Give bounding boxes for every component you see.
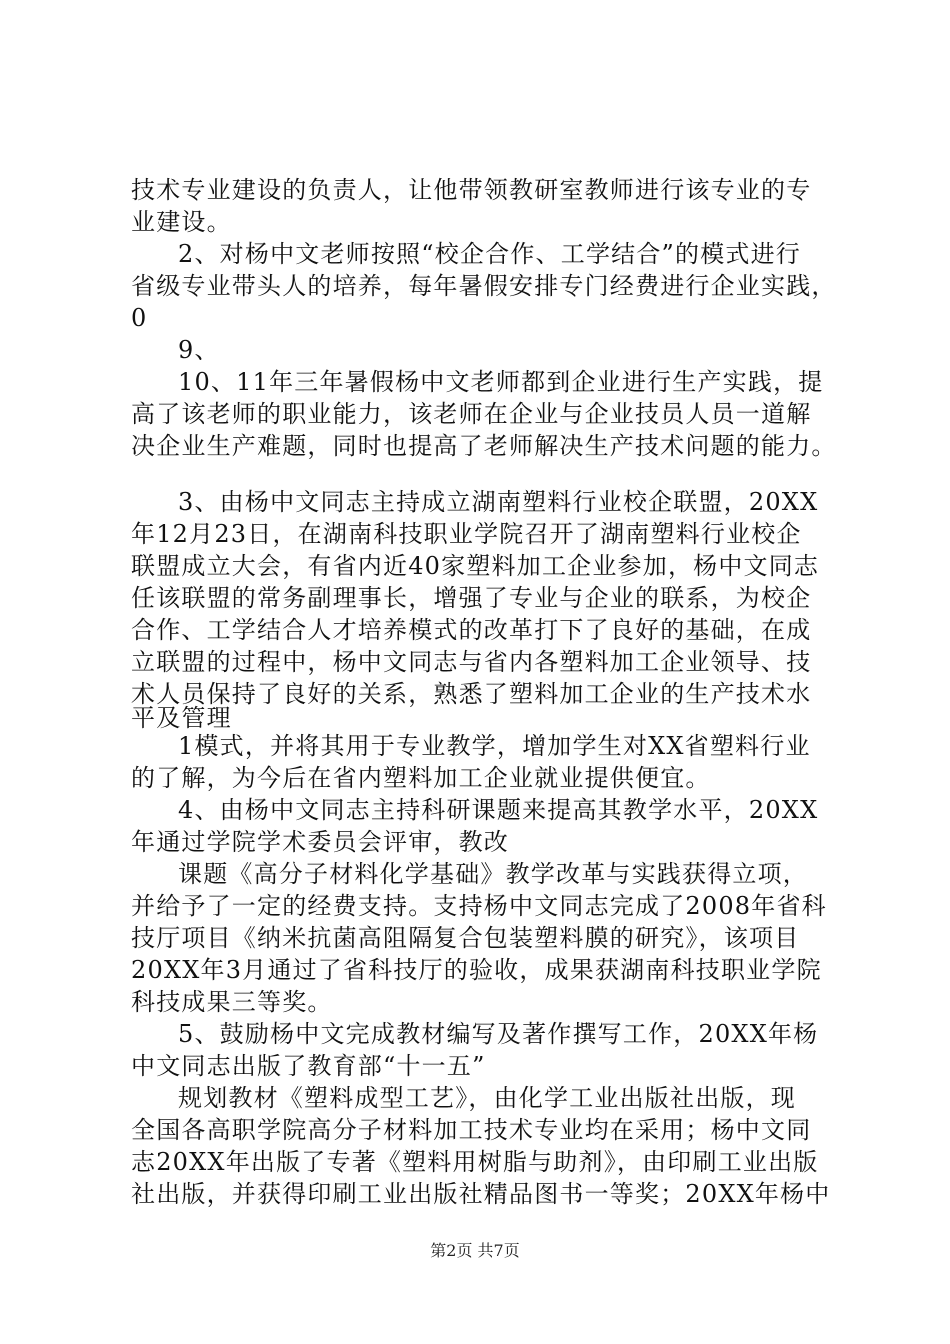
text-line-25: 20XX年3月通过了省科技厅的验收，成果获湖南科技职业学院 (131, 956, 822, 984)
text-line-5: 0 (131, 304, 148, 332)
text-line-29: 规划教材《塑料成型工艺》，由化学工业出版社出版，现 (178, 1084, 796, 1112)
text-line-9: 决企业生产难题，同时也提高了老师解决生产技术问题的能力。 (131, 432, 837, 460)
text-line-12: 联盟成立大会，有省内近40家塑料加工企业参加，杨中文同志 (131, 552, 820, 580)
text-line-8: 高了该老师的职业能力，该老师在企业与企业技员人员一道解 (131, 400, 812, 428)
text-line-23: 并给予了一定的经费支持。支持杨中文同志完成了2008年省科 (131, 892, 827, 920)
text-line-27: 5、鼓励杨中文完成教材编写及著作撰写工作，20XX年杨 (178, 1020, 819, 1048)
text-line-16: 术人员保持了良好的关系，熟悉了塑料加工企业的生产技术水 (131, 680, 812, 708)
text-line-13: 任该联盟的常务副理事长，增强了专业与企业的联系，为校企 (131, 584, 812, 612)
text-line-18: 1模式，并将其用于专业教学，增加学生对XX省塑料行业 (178, 732, 811, 760)
text-line-7: 10、11年三年暑假杨中文老师都到企业进行生产实践，提 (178, 368, 824, 396)
text-line-31: 志20XX年出版了专著《塑料用树脂与助剂》，由印刷工业出版 (131, 1148, 819, 1176)
text-line-11: 年12月23日，在湖南科技职业学院召开了湖南塑料行业校企 (131, 520, 802, 548)
text-line-19: 的了解，为今后在省内塑料加工企业就业提供便宜。 (131, 764, 711, 792)
text-line-21: 年通过学院学术委员会评审，教改 (131, 828, 509, 856)
text-line-3: 2、对杨中文老师按照“校企合作、工学结合”的模式进行 (178, 240, 802, 268)
text-line-20: 4、由杨中文同志主持科研课题来提高其教学水平，20XX (178, 796, 819, 824)
text-line-15: 立联盟的过程中，杨中文同志与省内各塑料加工企业领导、技 (131, 648, 812, 676)
text-line-6: 9、 (178, 336, 220, 364)
page-number-footer: 第2页 共7页 (430, 1241, 520, 1260)
text-line-2: 业建设。 (131, 208, 232, 236)
text-line-17: 平及管理 (131, 704, 232, 732)
text-line-26: 科技成果三等奖。 (131, 988, 333, 1016)
text-line-22: 课题《高分子材料化学基础》教学改革与实践获得立项， (178, 860, 808, 888)
text-line-32: 社出版，并获得印刷工业出版社精品图书一等奖；20XX年杨中 (131, 1180, 831, 1208)
text-line-1: 技术专业建设的负责人，让他带领教研室教师进行该专业的专 (131, 176, 812, 204)
text-line-4: 省级专业带头人的培养，每年暑假安排专门经费进行企业实践， (131, 272, 837, 300)
text-line-28: 中文同志出版了教育部“十一五” (131, 1052, 486, 1080)
text-line-24: 技厅项目《纳米抗菌高阻隔复合包装塑料膜的研究》，该项目 (131, 924, 800, 952)
text-line-30: 全国各高职学院高分子材料加工技术专业均在采用；杨中文同 (131, 1116, 812, 1144)
text-line-14: 合作、工学结合人才培养模式的改革打下了良好的基础，在成 (131, 616, 812, 644)
text-line-10: 3、由杨中文同志主持成立湖南塑料行业校企联盟，20XX (178, 488, 819, 516)
